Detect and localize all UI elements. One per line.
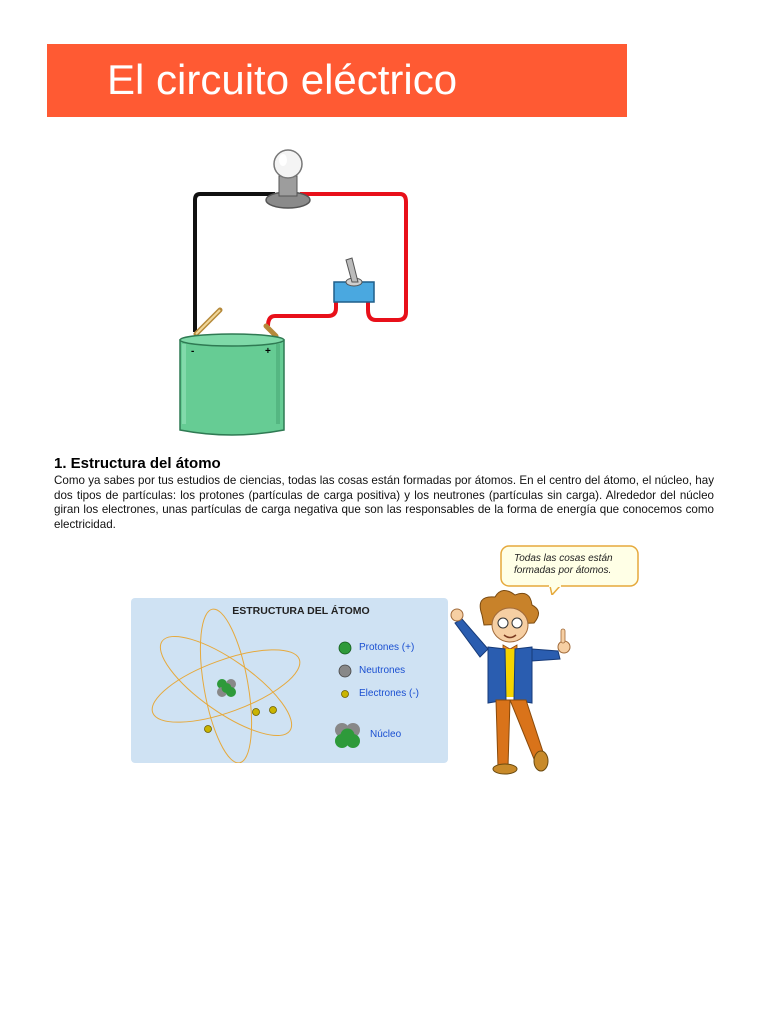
electron [270, 707, 277, 714]
neutron-legend-marker [339, 665, 351, 677]
legend-protons: Protones (+) [359, 642, 415, 653]
battery-terminal-negative-core [196, 310, 220, 334]
section-paragraph: Como ya sabes por tus estudios de ciencias, todas las cosas están formadas por átomos. En el centro del átomo, el núcleo, hay dos tipos de partículas: los protones (partículas de carga positiva) y los neutrones (partículas sin carga). Alrededor del núcleo giran los electrones, unas partículas de carga negativa que son las responsables de la forma de energía que conocemos como electricidad. [54, 474, 714, 531]
battery-minus-label: - [191, 346, 195, 357]
proton-legend-marker [339, 642, 351, 654]
atom-structure-panel [131, 598, 448, 763]
negative-wire [195, 194, 275, 332]
atom-panel-title: ESTRUCTURA DEL ÁTOMO [232, 605, 370, 617]
electron-legend-marker [342, 691, 349, 698]
legend-neutrons: Neutrones [359, 665, 406, 676]
legend-nucleus: Núcleo [370, 729, 402, 740]
circuit-illustration [160, 140, 430, 440]
electron [205, 726, 212, 733]
switch-icon [334, 258, 374, 302]
scientist-character-icon [440, 585, 580, 775]
page-title: El circuito eléctrico [107, 56, 458, 103]
section-title: 1. Estructura del átomo [54, 455, 221, 472]
battery-plus-label: + [265, 346, 271, 357]
positive-wire-bottom [268, 300, 336, 326]
legend-electrons: Electrones (-) [359, 688, 420, 699]
electron [253, 709, 260, 716]
speech-bubble-text: Todas las cosas están formadas por átomos. [514, 553, 613, 576]
battery-terminal-positive [266, 326, 276, 336]
title-banner [47, 44, 627, 117]
nucleus-legend-marker [335, 723, 360, 748]
light-bulb-icon [266, 150, 310, 208]
atom-nucleus [217, 679, 236, 697]
